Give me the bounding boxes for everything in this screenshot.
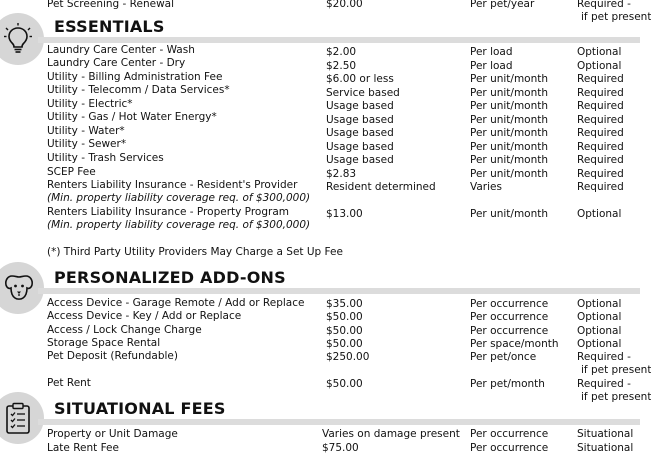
fee-status: Required [577, 154, 624, 166]
fee-frequency: Per unit/month [470, 100, 549, 112]
fee-amount: Usage based [326, 114, 394, 126]
fee-label: Laundry Care Center - Dry [47, 57, 186, 69]
fee-amount: $20.00 [326, 0, 363, 10]
fee-status: Situational [577, 428, 634, 440]
fee-status: Optional [577, 338, 622, 350]
fee-amount: Varies on damage present [322, 428, 460, 440]
fee-label: Utility - Sewer* [47, 138, 127, 150]
fee-label: Access Device - Garage Remote / Add or Replace [47, 297, 305, 309]
fee-frequency: Per unit/month [470, 141, 549, 153]
fee-label: Laundry Care Center - Wash [47, 44, 195, 56]
fee-frequency: Per space/month [470, 338, 559, 350]
fee-frequency: Per load [470, 60, 513, 72]
fee-status-note: if pet present [581, 11, 651, 23]
fee-status: Optional [577, 311, 622, 323]
section-icon-badge [0, 392, 44, 444]
fee-frequency: Per unit/month [470, 114, 549, 126]
fee-status: Optional [577, 60, 622, 72]
fee-amount: Service based [326, 87, 400, 99]
fee-label: Access / Lock Change Charge [47, 324, 202, 336]
fee-amount: Usage based [326, 141, 394, 153]
fee-amount: Usage based [326, 127, 394, 139]
fee-status: Required [577, 127, 624, 139]
fee-frequency: Per unit/month [470, 168, 549, 180]
fee-label: Property or Unit Damage [47, 428, 178, 440]
fee-note: (Min. property liability coverage req. of $300,000) [47, 219, 311, 231]
fee-status: Required - [577, 378, 631, 390]
fee-amount: $13.00 [326, 208, 363, 220]
fee-amount: $6.00 or less [326, 73, 394, 85]
fee-status: Required - [577, 0, 631, 10]
fee-status: Required [577, 73, 624, 85]
fee-amount: $50.00 [326, 378, 363, 390]
fee-status: Required [577, 114, 624, 126]
fee-frequency: Per unit/month [470, 73, 549, 85]
fee-frequency: Per occurrence [470, 428, 549, 440]
fee-frequency: Per pet/month [470, 378, 545, 390]
dog-icon [4, 272, 34, 302]
fee-note: (Min. property liability coverage req. of $300,000) [47, 192, 311, 204]
fee-amount: $75.00 [322, 442, 359, 454]
fee-label: Renters Liability Insurance - Resident's Provider [47, 179, 298, 191]
fee-status: Required [577, 181, 624, 193]
fee-amount: $50.00 [326, 311, 363, 323]
fee-amount: $35.00 [326, 298, 363, 310]
fee-status: Optional [577, 298, 622, 310]
fee-status: Situational [577, 442, 634, 454]
fee-status: Optional [577, 46, 622, 58]
fee-label: Pet Deposit (Refundable) [47, 350, 178, 362]
fee-status: Optional [577, 325, 622, 337]
fee-label: Late Rent Fee [47, 442, 119, 454]
fee-amount: $2.50 [326, 60, 357, 72]
fee-frequency: Per occurrence [470, 298, 549, 310]
fee-frequency: Per unit/month [470, 127, 549, 139]
fee-status: Required [577, 168, 624, 180]
fee-label: Utility - Trash Services [47, 152, 164, 164]
section-divider [38, 37, 640, 43]
fee-amount: Usage based [326, 154, 394, 166]
fee-status: Required [577, 141, 624, 153]
fee-frequency: Varies [470, 181, 502, 193]
fee-status: Required - [577, 351, 631, 363]
fee-status-note: if pet present [581, 364, 651, 376]
fee-label: Pet Rent [47, 377, 91, 389]
section-title: SITUATIONAL FEES [54, 399, 226, 418]
fee-amount: $50.00 [326, 338, 363, 350]
fee-amount: Usage based [326, 100, 394, 112]
fee-label: Utility - Water* [47, 125, 125, 137]
fee-amount: $50.00 [326, 325, 363, 337]
fee-frequency: Per pet/year [470, 0, 535, 10]
fee-label: Utility - Telecomm / Data Services* [47, 84, 230, 96]
fee-status: Optional [577, 208, 622, 220]
fee-frequency: Per unit/month [470, 208, 549, 220]
lightbulb-icon [4, 23, 32, 55]
fee-label: Access Device - Key / Add or Replace [47, 310, 242, 322]
section-divider [38, 288, 640, 294]
fee-label: Utility - Gas / Hot Water Energy* [47, 111, 217, 123]
fee-status: Required [577, 87, 624, 99]
fee-amount: $2.00 [326, 46, 357, 58]
clipboard-checklist-icon [4, 402, 32, 434]
fee-amount: Resident determined [326, 181, 436, 193]
fee-frequency: Per occurrence [470, 442, 549, 454]
utility-footnote: (*) Third Party Utility Providers May Charge a Set Up Fee [47, 246, 343, 258]
fee-status-note: if pet present [581, 391, 651, 403]
fee-frequency: Per occurrence [470, 325, 549, 337]
fee-frequency: Per unit/month [470, 154, 549, 166]
fee-frequency: Per pet/once [470, 351, 537, 363]
fee-label: SCEP Fee [47, 166, 96, 178]
fee-frequency: Per occurrence [470, 311, 549, 323]
fee-label: Storage Space Rental [47, 337, 161, 349]
section-divider [38, 419, 640, 425]
fee-status: Required [577, 100, 624, 112]
fee-label: Renters Liability Insurance - Property Program [47, 206, 289, 218]
fee-label: Pet Screening - Renewal [47, 0, 175, 10]
fee-amount: $250.00 [326, 351, 370, 363]
fee-amount: $2.83 [326, 168, 357, 180]
fee-label: Utility - Billing Administration Fee [47, 71, 223, 83]
fee-frequency: Per unit/month [470, 87, 549, 99]
fee-frequency: Per load [470, 46, 513, 58]
fee-label: Utility - Electric* [47, 98, 133, 110]
section-title: ESSENTIALS [54, 17, 165, 36]
section-title: PERSONALIZED ADD-ONS [54, 268, 286, 287]
